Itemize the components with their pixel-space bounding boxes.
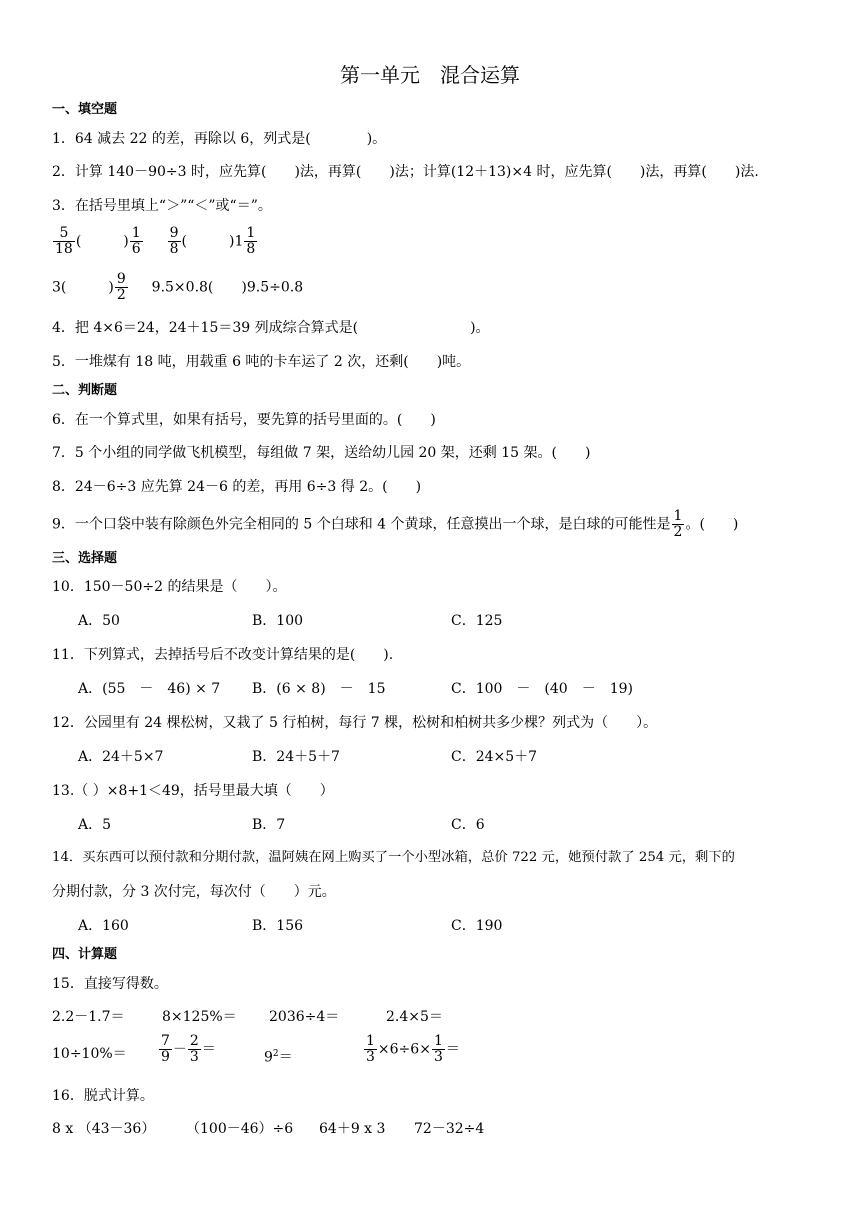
question-15: 15．直接写得数。 xyxy=(52,976,168,992)
question-8: 8．24－6÷3 应先算 24－6 的差，再用 6÷3 得 2。( ) xyxy=(52,479,422,495)
fraction: $\frac{9}{8}$ xyxy=(169,225,179,257)
question-16: 16．脱式计算。 xyxy=(52,1088,154,1104)
section-heading-fill-blank: 一、填空题 xyxy=(52,102,118,117)
mixed-number-whole: 1 xyxy=(234,233,244,250)
calc-item: 64＋9 x 3 xyxy=(319,1121,386,1137)
fraction: $\frac{1}{2}$ xyxy=(673,508,683,540)
question-14-line-1: 14．买东西可以预付款和分期付款，温阿姨在网上购买了一个小型冰箱，总价 722 元，她预付款了 254 元，剩下的 xyxy=(52,850,735,865)
calc-item: 2.4×5＝ xyxy=(386,1009,443,1025)
question-3: 3．在括号里填上“＞”“＜”或“＝”。 xyxy=(52,198,272,214)
option-b: B．24＋5＋7 xyxy=(252,749,340,765)
calc-item: 72－32÷4 xyxy=(414,1121,485,1137)
option-c: C．125 xyxy=(451,613,503,629)
question-1: 1．64 减去 22 的差，再除以 6，列式是( )。 xyxy=(52,131,387,147)
question-13: 13.（ ）×8+1＜49，括号里最大填（ ） xyxy=(52,783,334,799)
answer-blank: ( ) xyxy=(75,233,129,250)
answer-blank: ( ) xyxy=(181,233,235,250)
page-title: 第一单元 混合运算 xyxy=(340,63,520,87)
option-c: C．100 － (40 － 19) xyxy=(451,681,633,697)
fraction: $\frac{9}{2}$ xyxy=(116,271,126,303)
option-b: B．100 xyxy=(252,613,304,629)
calc-item: 2.2－1.7＝ xyxy=(52,1009,125,1025)
option-c: C．6 xyxy=(451,817,485,833)
calc-item: 2036÷4＝ xyxy=(269,1009,340,1025)
comparison-text: 3( ) xyxy=(52,279,114,296)
option-a: A．160 xyxy=(78,918,129,934)
question-7: 7．5 个小组的同学做飞机模型，每组做 7 架，送给幼儿园 20 架，还剩 15 架。( ) xyxy=(52,445,591,461)
option-a: A．(55 － 46) × 7 xyxy=(78,681,221,697)
calc-item-fraction-mixed: $\frac{1}{3}$ ×6÷6× $\frac{1}{3}$ ＝ xyxy=(366,1033,460,1065)
question-3-row-2 xyxy=(52,272,303,303)
question-5: 5．一堆煤有 18 吨，用载重 6 吨的卡车运了 2 次，还剩( )吨。 xyxy=(52,354,471,370)
option-b: B．156 xyxy=(252,918,304,934)
question-2: 2．计算 140－90÷3 时，应先算( )法，再算( )法；计算(12＋13)×4 时，应先算( )法，再算( )法. xyxy=(52,164,759,180)
question-14-line-2: 分期付款，分 3 次付完，每次付（ ）元。 xyxy=(52,884,336,900)
option-b: B．7 xyxy=(252,817,286,833)
question-3-row-1 xyxy=(52,226,258,257)
option-c: C．24×5＋7 xyxy=(451,749,538,765)
section-heading-true-false: 二、判断题 xyxy=(52,383,118,398)
calc-item: （100－46）÷6 xyxy=(186,1121,294,1137)
fraction: $\frac{1}{6}$ xyxy=(131,225,141,257)
question-6: 6．在一个算式里，如果有括号，要先算的括号里面的。( ) xyxy=(52,412,436,428)
option-b: B．(6 × 8) － 15 xyxy=(252,681,386,697)
calc-item-fraction-subtraction: $\frac{7}{9}$ － $\frac{2}{3}$ ＝ xyxy=(161,1033,216,1065)
question-12: 12．公园里有 24 棵松树，又栽了 5 行柏树，每行 7 棵，松树和柏树共多少棵？列式为（ ）。 xyxy=(52,715,658,731)
calc-item: 8 x （43－36） xyxy=(52,1121,156,1137)
option-a: A．50 xyxy=(78,613,120,629)
question-4: 4．把 4×6＝24，24＋15＝39 列成综合算式是( )。 xyxy=(52,320,490,336)
section-heading-calculation: 四、计算题 xyxy=(52,947,118,962)
calc-item: 10÷10%＝ xyxy=(52,1046,127,1062)
option-a: A．24＋5×7 xyxy=(78,749,164,765)
calc-item: 8×125%＝ xyxy=(162,1009,237,1025)
section-heading-multiple-choice: 三、选择题 xyxy=(52,551,118,566)
calc-item-square: $9^2=$ xyxy=(264,1049,293,1066)
question-10: 10．150－50÷2 的结果是（ ）。 xyxy=(52,579,287,595)
option-a: A．5 xyxy=(78,817,112,833)
comparison-text: 9.5×0.8( )9.5÷0.8 xyxy=(151,279,304,296)
option-c: C．190 xyxy=(451,918,503,934)
fraction: $\frac{1}{8}$ xyxy=(246,225,256,257)
fraction: $\frac{5}{18}$ xyxy=(55,225,73,257)
question-11: 11．下列算式，去掉括号后不改变计算结果的是( ). xyxy=(52,647,394,663)
question-9: 9．一个口袋中装有除颜色外完全相同的 5 个白球和 4 个黄球，任意摸出一个球，是白球的可能性是 $\frac{1}{2}$ 。( ) xyxy=(52,508,739,540)
